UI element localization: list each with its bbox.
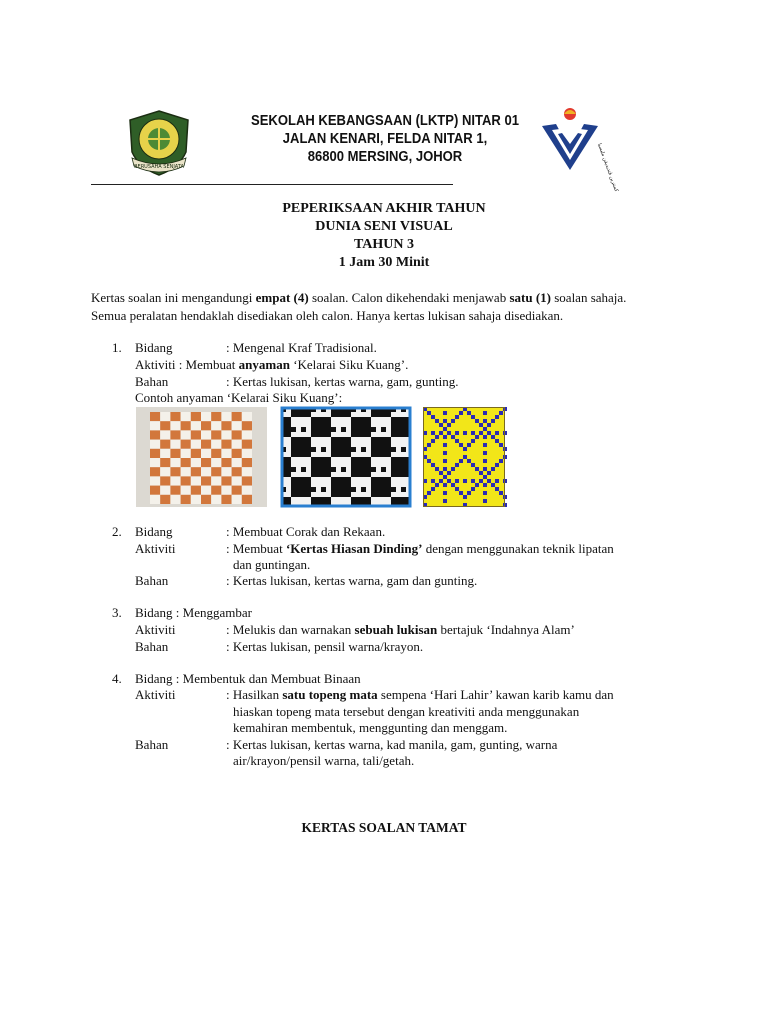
q4-aktiviti-line3: kemahiran membentuk, menggunting dan menggam. (233, 720, 508, 735)
school-name: SEKOLAH KEBANGSAAN (LKTP) NITAR 01 (250, 113, 520, 129)
q2-aktiviti-value: : Membuat ‘Kertas Hiasan Dinding’ dengan menggunakan teknik lipatan (226, 541, 614, 556)
q4-number: 4. (112, 671, 122, 686)
q4-bahan-value: : Kertas lukisan, kertas warna, kad manila, gam, gunting, warna (226, 737, 558, 752)
instructions (91, 289, 626, 325)
end-of-paper: KERTAS SOALAN TAMAT (301, 820, 467, 835)
year-level: TAHUN 3 (353, 237, 415, 252)
school-address-line1: JALAN KENARI, FELDA NITAR 1, (282, 131, 488, 147)
q1-bahan-label: Bahan (135, 374, 169, 389)
ministry-logo (536, 104, 620, 193)
q4-bahan-line2: air/krayon/pensil warna, tali/getah. (233, 753, 415, 768)
school-crest-logo (124, 108, 194, 178)
weaving-black-white-image (281, 407, 411, 507)
q1-bidang-value: : Mengenal Kraf Tradisional. (226, 340, 377, 355)
instructions-line1: Kertas soalan ini mengandungi empat (4) soalan. Calon dikehendaki menjawab satu (1) soalan sahaja. (91, 290, 627, 305)
weaving-yellow-image (423, 407, 505, 507)
exam-title (0, 200, 768, 272)
q2-number: 2. (112, 524, 122, 539)
duration: 1 Jam 30 Minit (338, 255, 430, 270)
q3-bahan-value: : Kertas lukisan, pensil warna/krayon. (226, 639, 424, 654)
q4-aktiviti-line2: hiaskan topeng mata tersebut dengan kreativiti anda menggunakan (233, 704, 580, 719)
weaving-checker-image (136, 407, 267, 507)
q3-aktiviti-label: Aktiviti (135, 622, 176, 637)
q1-bidang-label: Bidang (135, 340, 173, 355)
q4-bahan-label: Bahan (135, 737, 169, 752)
q1-bahan-value: : Kertas lukisan, kertas warna, gam, gunting. (226, 374, 459, 389)
q1-aktiviti: Aktiviti : Membuat anyaman ‘Kelarai Siku Kuang’. (135, 357, 409, 372)
q4-aktiviti-label: Aktiviti (135, 687, 176, 702)
header-divider (91, 184, 453, 185)
ministry-logo-script: كمنترين ڤنديديقن مليسيا (596, 142, 620, 193)
school-header (192, 112, 579, 166)
q2-aktiviti-cont: dan guntingan. (233, 557, 311, 572)
q2-bahan-value: : Kertas lukisan, kertas warna, gam dan gunting. (226, 573, 478, 588)
q3-aktiviti-value: : Melukis dan warnakan sebuah lukisan bertajuk ‘Indahnya Alam’ (226, 622, 575, 637)
instructions-line2: Semua peralatan hendaklah disediakan oleh calon. Hanya kertas lukisan sahaja disediakan. (91, 308, 564, 323)
q3-number: 3. (112, 605, 122, 620)
crest-motto: BERUSAHA SENJATA (134, 164, 184, 170)
q3-bahan-label: Bahan (135, 639, 169, 654)
q1-number: 1. (112, 340, 122, 355)
q3-bidang: Bidang : Menggambar (135, 605, 252, 620)
q4-aktiviti-value: : Hasilkan satu topeng mata sempena ‘Hari Lahir’ kawan karib kamu dan (226, 687, 614, 702)
school-address-line2: 86800 MERSING, JOHOR (307, 149, 463, 165)
exam-name: PEPERIKSAAN AKHIR TAHUN (282, 201, 486, 216)
q2-bahan-label: Bahan (135, 573, 169, 588)
q2-aktiviti-label: Aktiviti (135, 541, 176, 556)
q2-bidang-value: : Membuat Corak dan Rekaan. (226, 524, 386, 539)
q1-contoh: Contoh anyaman ‘Kelarai Siku Kuang’: (135, 390, 343, 405)
q2-bidang-label: Bidang (135, 524, 173, 539)
subject-name: DUNIA SENI VISUAL (315, 219, 453, 234)
q4-bidang: Bidang : Membentuk dan Membuat Binaan (135, 671, 361, 686)
